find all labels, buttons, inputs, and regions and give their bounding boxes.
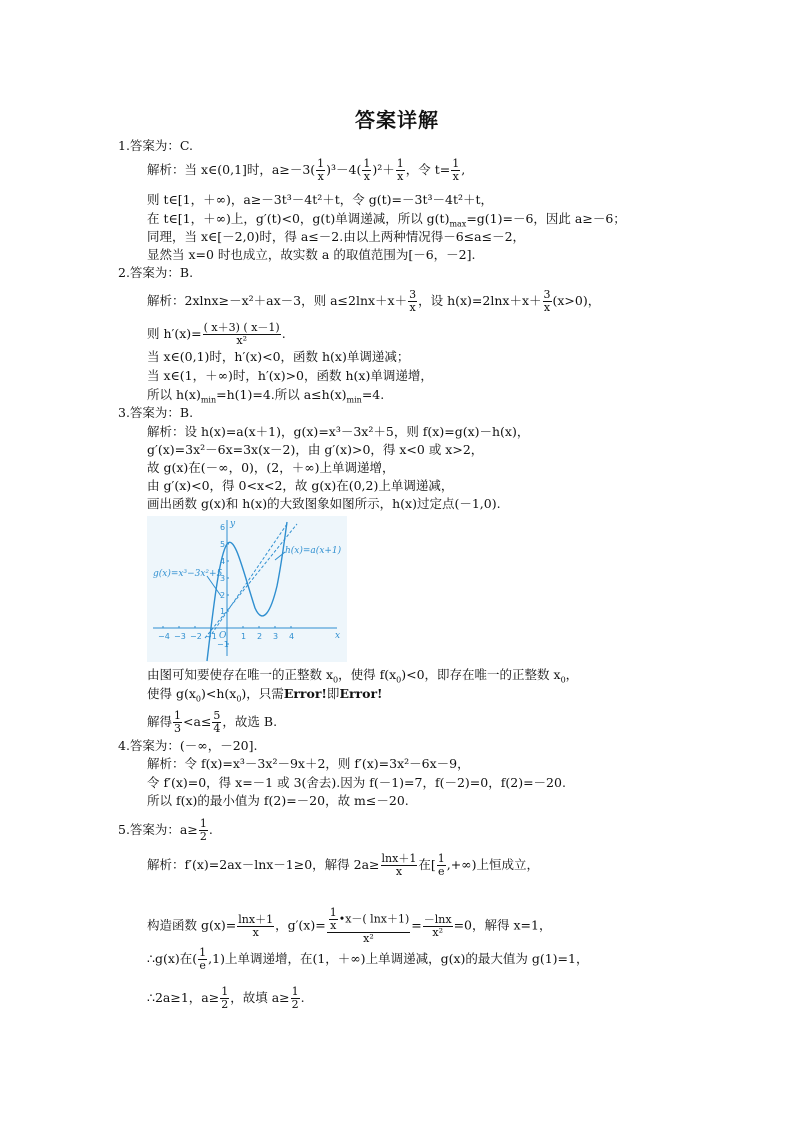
q5-line2: 构造函数 g(x)= $\frac{\ln x+1}{x}$ ，g′(x)= $\frac{1}{x}$ •x－( lnx＋1) x² = $\frac{-\ln x}{\text{x²}}$ =0，解得 x=1，: [147, 906, 552, 945]
q2-line1: 解析：2xlnx≥－x²＋ax－3，则 a≤2lnx＋x＋ $\frac{3}{x}$ ，设 h(x)=2lnx＋x＋ $\frac{3}{x}$ (x>0)，: [147, 288, 601, 314]
x-axis-label: x: [335, 631, 341, 641]
svg-text:4: 4: [289, 632, 295, 641]
q4-line2: 令 f′(x)=0，得 x=－1 或 3(舍去).因为 f(－1)=7，f(－2)=0，f(2)=－20.: [147, 775, 566, 790]
page-title: 答案详解: [355, 108, 439, 132]
q5-line4: ∴2a≥1，a≥ $\frac{1}{2}$ ，故填 a≥ $\frac{1}{2}$ .: [147, 985, 305, 1011]
q1-line4: 同理，当 x∈[－2,0)时，得 a≤－2.由以上两种情况得－6≤a≤－2，: [147, 229, 526, 244]
q1-line2: 则 t∈[1，＋∞)，a≥－3t³－4t²＋t，令 g(t)=－3t³－4t²＋t，: [147, 192, 494, 207]
svg-text:3: 3: [273, 632, 279, 641]
q5-line3: ∴g(x)在( $\frac{1}{e}$ ,1)上单调递增，在(1，＋∞)上单调递减，g(x)的最大值为 g(1)=1，: [147, 946, 589, 972]
q3-line3: 故 g(x)在(－∞，0)，(2，＋∞)上单调递增，: [147, 460, 395, 475]
function-graph-figure: [147, 516, 347, 662]
svg-text:−3: −3: [174, 632, 186, 641]
g-label: g(x)=x³−3x²+5: [153, 569, 223, 579]
q3-line2: g′(x)=3x²－6x=3x(x－2)，由 g′(x)>0，得 x<0 或 x>2，: [147, 442, 484, 457]
q3-answer: 3.答案为：B.: [118, 405, 194, 420]
svg-text:−2: −2: [190, 632, 202, 641]
q3-line1: 解析：设 h(x)=a(x＋1)，g(x)=x³－3x²＋5，则 f(x)=g(x)－h(x)，: [147, 424, 530, 439]
q3-line8: 解得 $\frac{1}{3}$ <a≤ $\frac{5}{4}$ ，故选 B.: [147, 709, 278, 735]
origin-label: O: [219, 631, 227, 641]
q5-answer: 5.答案为：a≥ $\frac{1}{2}$ .: [118, 817, 213, 843]
q2-line4: 当 x∈(1，＋∞)时，h′(x)>0，函数 h(x)单调递增，: [147, 368, 433, 383]
svg-text:4: 4: [220, 557, 226, 566]
svg-text:2: 2: [220, 591, 226, 600]
q4-answer: 4.答案为：(－∞，－20].: [118, 738, 258, 753]
svg-text:3: 3: [220, 574, 226, 583]
y-axis-label: y: [230, 519, 236, 529]
q2-line3: 当 x∈(0,1)时，h′(x)<0，函数 h(x)单调递减；: [147, 349, 410, 364]
q3-line4: 由 g′(x)<0，得 0<x<2，故 g(x)在(0,2)上单调递减，: [147, 478, 454, 493]
q1-line1: 解析：当 x∈(0,1]时，a≥－3( $\frac{1}{x}$ )³－4( $\frac{1}{x}$ )²＋ $\frac{1}{x}$ ，令 t= $\frac{1}{x}$ ,: [147, 157, 466, 183]
q2-line5: 所以 $h(x)_{min}=h(1)=4$.所以 $a\le h(x)_{min}=4$.: [147, 387, 385, 405]
h-label: h(x)=a(x+1): [285, 546, 342, 556]
q3-line5: 画出函数 g(x)和 h(x)的大致图象如图所示，h(x)过定点(－1,0).: [147, 496, 501, 511]
q1-line5: 显然当 x=0 时也成立，故实数 a 的取值范围为[－6，－2].: [147, 247, 476, 262]
q4-line3: 所以 f(x)的最小值为 f(2)=－20，故 m≤－20.: [147, 793, 409, 808]
svg-text:2: 2: [257, 632, 263, 641]
q2-line2: 则 h′(x)= $\frac{( x+3) ( x-1)}{\text{x²}}$ .: [147, 321, 286, 347]
svg-text:−1: −1: [205, 632, 217, 641]
q3-line7: 使得 $g(x_0)<h(x_0)$，只需Error!即Error!: [147, 686, 383, 704]
svg-text:6: 6: [220, 523, 226, 532]
q5-line1: 解析：f′(x)=2ax－lnx－1≥0，解得 2a≥ $\frac{\ln x+1}{x}$ 在[ $\frac{1}{e}$ ,+∞)上恒成立，: [147, 852, 539, 878]
svg-text:−4: −4: [158, 632, 170, 641]
q1-answer: 1.答案为：C.: [118, 138, 194, 153]
q4-line1: 解析：令 f(x)=x³－3x²－9x＋2，则 f′(x)=3x²－6x－9，: [147, 756, 470, 771]
svg-text:1: 1: [241, 632, 247, 641]
svg-text:−1: −1: [217, 640, 229, 649]
svg-text:5: 5: [220, 540, 226, 549]
q2-answer: 2.答案为：B.: [118, 265, 194, 280]
q1-line3: 在 t∈[1，＋∞)上，g′(t)<0，g(t)单调递减，所以 $g(t)_{max}=g(1)=-6$，因此 a≥－6；: [147, 211, 626, 229]
q3-line6: 由图可知要使存在唯一的正整数 $x_0$，使得 $f(x_0)<0$，即存在唯一的正整数 $x_0$，: [147, 667, 579, 685]
svg-text:1: 1: [220, 607, 226, 616]
